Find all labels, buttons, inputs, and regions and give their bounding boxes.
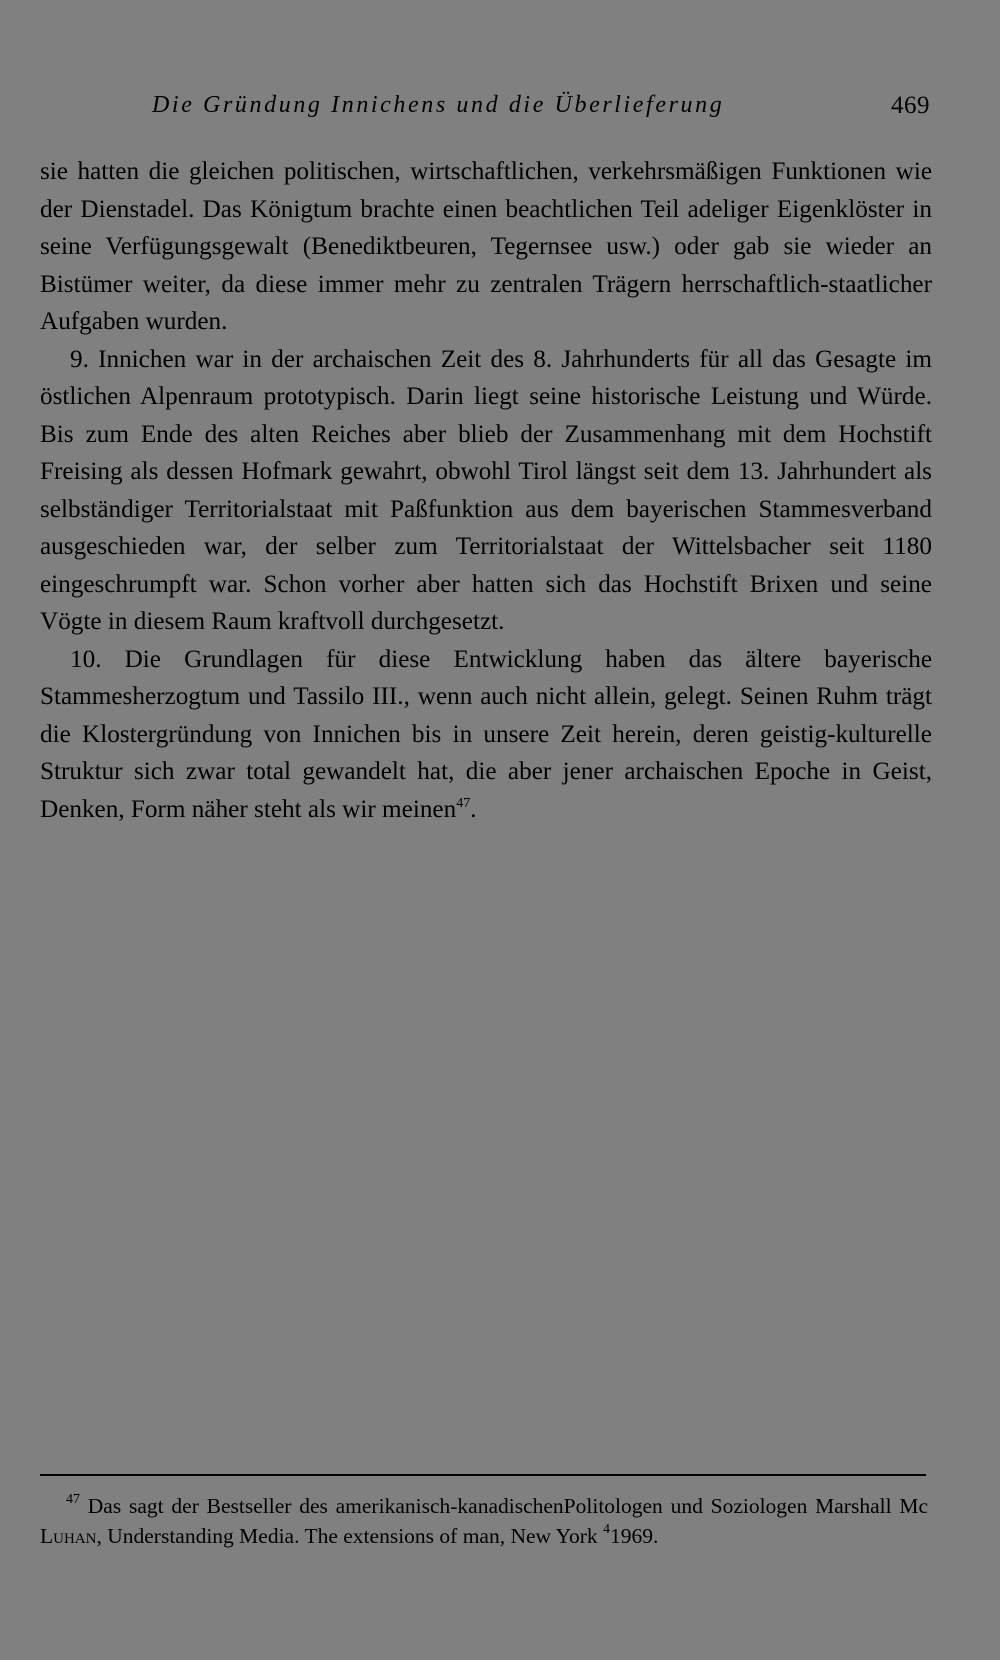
paragraph-9: 9. Innichen war in der archaischen Zeit des 8. Jahrhunderts für all das Gesagte im östlichen Alpenraum prototypisch. Darin liegt seine historische Leistung und Würde. Bis zum Ende des alten Reiches aber blieb der Zusammenhang mit dem Hochstift Freising als dessen Hofmark gewahrt, obwohl Tirol längst seit dem 13. Jahrhundert als selbständiger Territorialstaat mit Paßfunktion aus dem bayerischen Stammesverband ausgeschieden war, der selber zum Territorialstaat der Wittelsbacher seit 1180 eingeschrumpft war. Schon vorher aber hatten sich das Hochstift Brixen und seine Vögte in diesem Raum kraftvoll durchgesetzt. (40, 345, 932, 635)
footnote-text-before: Das sagt der Bestseller des amerikanisch-kanadischenPolitologen und Soziologen Marshall Mc (87, 1494, 928, 1518)
footnote-edition: 4 (603, 1521, 611, 1537)
footnote-year: 1969. (610, 1523, 659, 1548)
footnote-number-sup: 47 (66, 1492, 80, 1507)
footnote-author: Luhan (40, 1523, 97, 1548)
paragraph-continuation: sie hatten die gleichen politischen, wirtschaftlichen, verkehrsmäßigen Funktionen wie der Dienstadel. Das Königtum brachte einen beachtlichen Teil adeliger Eigenklöster in seine Verfügungsgewalt (Benediktbeuren, Tegernsee usw.) oder gab sie wieder an Bistümer weiter, da diese immer mehr zu zentralen Trägern herrschaftlich-staatlicher Aufgaben wurden. (40, 158, 932, 335)
paragraph-10-end: . (470, 795, 477, 823)
running-head (40, 92, 930, 132)
body-text (40, 153, 932, 828)
running-title: Die Gründung Innichens und die Überlieferung (152, 92, 725, 118)
page-number: 469 (891, 92, 930, 119)
paragraph-10 (40, 641, 932, 829)
footnote-47 (40, 1492, 928, 1551)
footnote-text-middle: , Understanding Media. The extensions of man, New York (96, 1523, 604, 1548)
footnote-number (40, 1492, 80, 1522)
paragraph-10-text: 10. Die Grundlagen für diese Entwicklung haben das ältere bayerische Stammesherzogtum und Tassilo III., wenn auch nicht allein, gelegt. Seinen Ruhm trägt die Klostergründung von Innichen bis in unsere Zeit herein, deren geistig-kulturelle Struktur sich zwar total gewandelt hat, die aber jener archaischen Epoche in Geist, Denken, Form näher steht als wir meinen (40, 645, 932, 823)
footnote-separator (40, 1474, 926, 1476)
footnote-reference: 47 (456, 795, 471, 811)
